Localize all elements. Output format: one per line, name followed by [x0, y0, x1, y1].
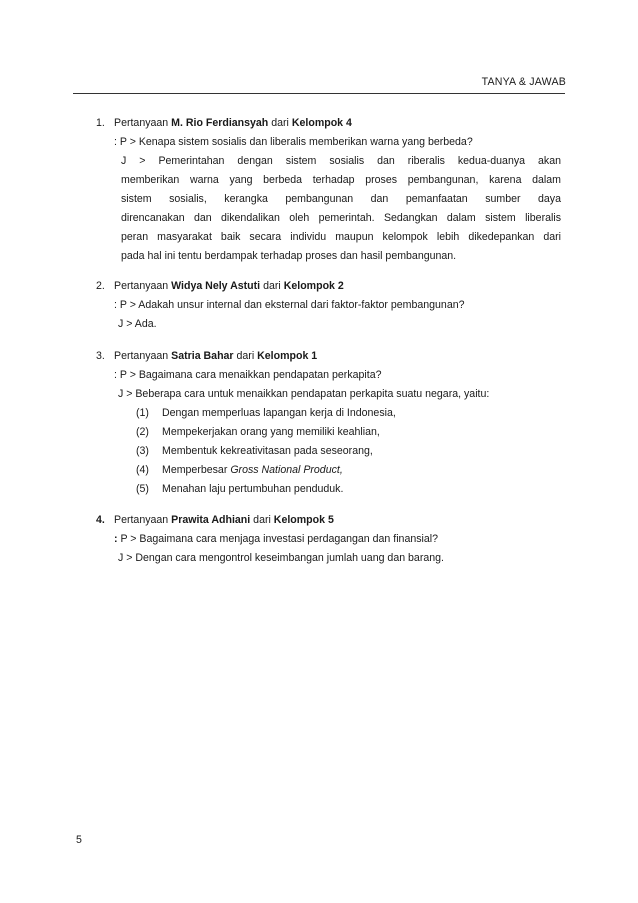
answer-text: J > Dengan cara mengontrol keseimbangan jumlah uang dan barang.	[118, 552, 444, 564]
answer-line: direncanakan dan dikendalikan oleh pemerintah. Sedangkan dalam sistem liberalis	[121, 212, 561, 224]
asker-name: Prawita Adhiani	[171, 514, 251, 526]
question-text: : P > Kenapa sistem sosialis dan liberalis memberikan warna yang berbeda?	[114, 136, 473, 148]
question-number: 3.	[96, 350, 105, 362]
answer-line: sistem sosialis, kerangka pembangunan dan pemanfaatan sumber daya	[121, 193, 561, 205]
question-text: : P > Bagaimana cara menjaga investasi perdagangan dan finansial?	[114, 533, 439, 545]
answer-line: peran masyarakat baik secara individu maupun kelompok lebih dikedepankan dari	[121, 231, 561, 243]
answer-line: memberikan warna yang berbeda terhadap proses pembangunan, karena dalam	[121, 174, 561, 186]
header-rule	[73, 93, 565, 94]
answer-text: J > Beberapa cara untuk menaikkan pendapatan perkapita suatu negara, yaitu:	[118, 388, 490, 400]
question-text: : P > Bagaimana cara menaikkan pendapatan perkapita?	[114, 369, 382, 381]
group-name: Kelompok 2	[283, 280, 344, 292]
list-item: (5) Menahan laju pertumbuhan penduduk.	[136, 483, 344, 495]
group-name: Kelompok 5	[273, 514, 334, 526]
question-4	[96, 511, 566, 568]
list-item: (4) Memperbesar Gross National Product,	[136, 464, 343, 476]
question-heading: Pertanyaan M. Rio Ferdiansyah dari Kelompok 4	[114, 117, 352, 129]
question-number: 2.	[96, 280, 105, 292]
question-1	[96, 114, 566, 266]
answer-line: J > Pemerintahan dengan sistem sosialis dan riberalis kedua-duanya akan	[121, 155, 561, 167]
group-name: Kelompok 1	[257, 350, 318, 362]
question-number: 1.	[96, 117, 105, 129]
list-item: (2) Mempekerjakan orang yang memiliki keahlian,	[136, 426, 380, 438]
question-2	[96, 277, 566, 334]
group-name: Kelompok 4	[291, 117, 352, 129]
answer-line: pada hal ini tentu berdampak terhadap proses dan hasil pembangunan.	[121, 250, 457, 262]
page-header: TANYA & JAWAB	[481, 76, 566, 88]
question-heading: Pertanyaan Widya Nely Astuti dari Kelompok 2	[114, 280, 344, 292]
page-number: 5	[76, 834, 82, 846]
question-heading: Pertanyaan Prawita Adhiani dari Kelompok 5	[114, 514, 334, 526]
list-item: (3) Membentuk kekreativitasan pada seseorang,	[136, 445, 373, 457]
asker-name: Satria Bahar	[171, 350, 234, 362]
question-text: : P > Adakah unsur internal dan eksternal dari faktor-faktor pembangunan?	[114, 299, 465, 311]
list-item: (1) Dengan memperluas lapangan kerja di Indonesia,	[136, 407, 396, 419]
question-heading: Pertanyaan Satria Bahar dari Kelompok 1	[114, 350, 318, 362]
question-number: 4.	[96, 514, 105, 526]
question-3	[96, 347, 566, 499]
asker-name: M. Rio Ferdiansyah	[171, 117, 269, 129]
answer-text: J > Ada.	[118, 318, 157, 330]
asker-name: Widya Nely Astuti	[171, 280, 261, 292]
